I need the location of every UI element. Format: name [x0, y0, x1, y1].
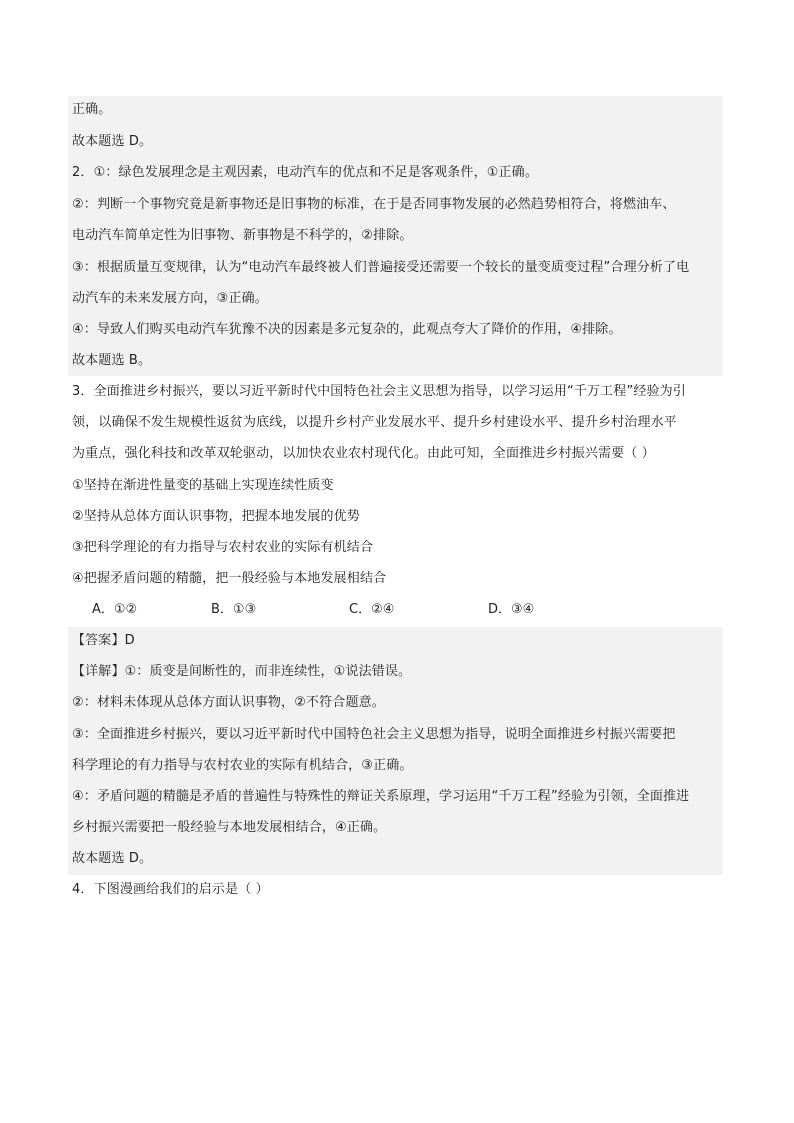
text-line: ④：导致人们购买电动汽车犹豫不决的因素是多元复杂的，此观点夸大了降价的作用，④排除。	[72, 322, 622, 337]
question-text: 领，以确保不发生规模性返贫为底线，以提升乡村产业发展水平、提升乡村建设水平、提升乡村治理水平	[72, 415, 677, 430]
question-text: 为重点，强化科技和改革双轮驱动，以加快农业农村现代化。由此可知，全面推进乡村振兴需要（ ）	[72, 446, 655, 461]
text-line: ③：根据质量互变规律，认为“电动汽车最终被人们普遍接受还需要一个较长的量变质变过程”合理分析了电	[72, 260, 690, 275]
option-b: B．①③	[211, 602, 257, 617]
text-line: 故本题选 B。	[72, 353, 152, 368]
statement-item: ①坚持在渐进性量变的基础上实现连续性质变	[72, 478, 334, 493]
text-line: ②：判断一个事物究竟是新事物还是旧事物的标准，在于是否同事物发展的必然趋势相符合，将燃油车、	[72, 197, 676, 212]
text-line: 电动汽车简单定性为旧事物、新事物是不科学的，②排除。	[72, 228, 413, 243]
option-a: A．①②	[92, 602, 138, 617]
text-line: 乡村振兴需要把一般经验与本地发展相结合，④正确。	[72, 820, 387, 835]
option-d: D．③④	[488, 602, 535, 617]
question-text: 3．全面推进乡村振兴，要以习近平新时代中国特色社会主义思想为指导，以学习运用“千万工程”经验为引	[72, 384, 686, 399]
text-line: 正确。	[72, 102, 112, 117]
question-text: 4．下图漫画给我们的启示是（ ）	[72, 882, 269, 897]
text-line: 【详解】①：质变是间断性的，而非连续性，①说法错误。	[72, 664, 412, 679]
text-line: ③：全面推进乡村振兴，要以习近平新时代中国特色社会主义思想为指导，说明全面推进乡村振兴需要把	[72, 727, 676, 742]
answer-line: 【答案】D	[72, 633, 135, 648]
text-line: 科学理论的有力指导与农村农业的实际有机结合，③正确。	[72, 758, 413, 773]
text-line: 动汽车的未来发展方向，③正确。	[72, 291, 268, 306]
text-line: ②：材料未体现从总体方面认识事物，②不符合题意。	[72, 695, 385, 710]
text-line: 故本题选 D。	[72, 851, 153, 866]
statement-item: ③把科学理论的有力指导与农村农业的实际有机结合	[72, 540, 374, 555]
statement-item: ②坚持从总体方面认识事物，把握本地发展的优势	[72, 509, 360, 524]
text-line: 故本题选 D。	[72, 134, 153, 149]
statement-item: ④把握矛盾问题的精髓，把一般经验与本地发展相结合	[72, 571, 387, 586]
text-line: 2．①：绿色发展理念是主观因素，电动汽车的优点和不足是客观条件，①正确。	[72, 165, 538, 180]
text-line: ④：矛盾问题的精髓是矛盾的普遍性与特殊性的辩证关系原理，学习运用“千万工程”经验为引领，全面推进	[72, 789, 690, 804]
option-c: C．②④	[349, 602, 395, 617]
